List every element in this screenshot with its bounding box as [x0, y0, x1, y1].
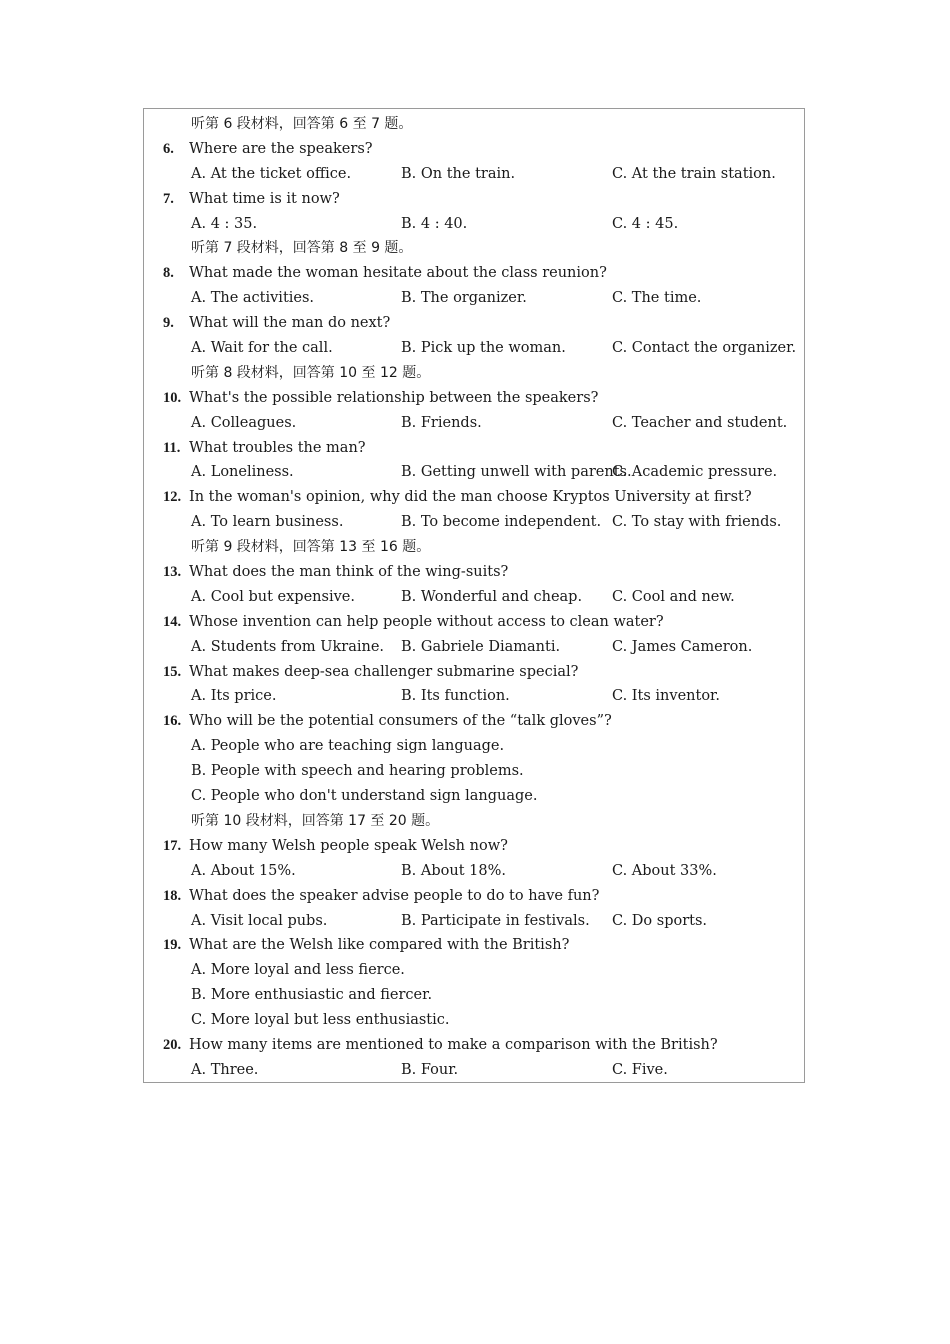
option-a: A. The activities. [191, 290, 315, 307]
option-b: B. To become independent. [401, 514, 602, 531]
question-stem [163, 137, 803, 162]
option-text: A. More loyal and less fierce. [191, 962, 405, 979]
question-stem [163, 311, 803, 336]
question-stem [163, 485, 803, 510]
option-text: B. People with speech and hearing problems. [191, 763, 524, 780]
question-text: Whose invention can help people without access to clean water? [189, 613, 664, 630]
option-b: B. Wonderful and cheap. [401, 588, 583, 605]
option-c: C. The time. [612, 290, 702, 307]
question-text: What does the man think of the wing-suits? [189, 564, 509, 581]
answer-options [163, 510, 803, 535]
option-a: A. Its price. [191, 688, 277, 705]
answer-options [163, 859, 803, 884]
answer-options [163, 585, 803, 610]
question-number: 13. [163, 564, 182, 581]
option-b: B. 4 : 40. [401, 215, 468, 232]
option-b: B. Its function. [401, 688, 510, 705]
question-number: 18. [163, 887, 182, 904]
option-b: B. Participate in festivals. [401, 912, 590, 929]
answer-options [163, 460, 803, 485]
question-number: 14. [163, 613, 182, 630]
option-a: A. Loneliness. [191, 464, 294, 481]
answer-options [163, 411, 803, 436]
answer-options [163, 1058, 803, 1083]
section-heading: 听第 7 段材料，回答第 8 至 9 题。 [191, 240, 413, 257]
question-text: How many items are mentioned to make a comparison with the British? [189, 1036, 718, 1053]
answer-options [163, 162, 803, 187]
option-b: B. Friends. [401, 414, 482, 431]
option-b: B. Gabriele Diamanti. [401, 638, 561, 655]
question-stem [163, 834, 803, 859]
question-stem [163, 436, 803, 461]
question-stem [163, 1033, 803, 1058]
option-a: A. 4 : 35. [191, 215, 258, 232]
question-text: What made the woman hesitate about the class reunion? [189, 265, 607, 282]
option-c: C. 4 : 45. [612, 215, 679, 232]
question-number: 7. [163, 190, 174, 207]
section-heading: 听第 9 段材料，回答第 13 至 16 题。 [191, 539, 431, 556]
answer-option-line [163, 983, 803, 1008]
question-stem [163, 386, 803, 411]
option-c: C. James Cameron. [612, 638, 753, 655]
answer-option-line [163, 958, 803, 983]
option-c: C. Contact the organizer. [612, 340, 797, 357]
option-a: A. Wait for the call. [191, 340, 333, 357]
question-stem [163, 660, 803, 685]
answer-options [163, 684, 803, 709]
question-text: Where are the speakers? [189, 140, 373, 157]
question-text: Who will be the potential consumers of the “talk gloves”? [189, 713, 612, 730]
option-b: B. Getting unwell with parents. [401, 464, 632, 481]
question-stem [163, 709, 803, 734]
option-c: C. About 33%. [612, 862, 717, 879]
answer-options [163, 212, 803, 237]
option-c: C. Academic pressure. [612, 464, 778, 481]
question-number: 11. [163, 439, 181, 456]
question-number: 17. [163, 837, 182, 854]
question-number: 12. [163, 489, 182, 506]
option-a: A. Three. [191, 1061, 259, 1078]
answer-option-line [163, 759, 803, 784]
option-a: A. At the ticket office. [191, 165, 352, 182]
question-stem [163, 261, 803, 286]
question-stem [163, 187, 803, 212]
section-heading: 听第 8 段材料，回答第 10 至 12 题。 [191, 364, 431, 381]
question-number: 6. [163, 140, 174, 157]
question-text: What's the possible relationship between the speakers? [189, 389, 599, 406]
answer-options [163, 336, 803, 361]
question-number: 20. [163, 1036, 182, 1053]
option-a: A. About 15%. [191, 862, 296, 879]
option-a: A. To learn business. [191, 514, 344, 531]
option-c: C. Teacher and student. [612, 414, 788, 431]
question-text: What troubles the man? [189, 439, 366, 456]
option-text: B. More enthusiastic and fiercer. [191, 987, 433, 1004]
answer-options [163, 909, 803, 934]
option-a: A. Students from Ukraine. [191, 638, 385, 655]
question-text: In the woman's opinion, why did the man choose Kryptos University at first? [189, 489, 752, 506]
option-b: B. On the train. [401, 165, 516, 182]
answer-option-line [163, 1008, 803, 1033]
answer-option-line [163, 734, 803, 759]
option-b: B. About 18%. [401, 862, 506, 879]
option-text: A. People who are teaching sign language. [191, 738, 505, 755]
option-text: C. People who don't understand sign language. [191, 788, 538, 805]
option-c: C. At the train station. [612, 165, 776, 182]
option-c: C. Five. [612, 1061, 668, 1078]
question-number: 10. [163, 389, 182, 406]
question-number: 9. [163, 315, 174, 332]
question-stem [163, 884, 803, 909]
answer-options [163, 635, 803, 660]
question-number: 8. [163, 265, 174, 282]
option-b: B. The organizer. [401, 290, 527, 307]
question-text: What time is it now? [189, 190, 340, 207]
option-a: A. Visit local pubs. [191, 912, 328, 929]
question-text: What will the man do next? [189, 315, 391, 332]
option-a: A. Colleagues. [191, 414, 297, 431]
question-text: What makes deep-sea challenger submarine special? [189, 663, 579, 680]
question-stem [163, 560, 803, 585]
question-stem [163, 610, 803, 635]
question-stem [163, 933, 803, 958]
answer-options [163, 286, 803, 311]
option-c: C. Do sports. [612, 912, 708, 929]
answer-option-line [163, 784, 803, 809]
option-b: B. Four. [401, 1061, 459, 1078]
exam-content [163, 112, 803, 1083]
option-text: C. More loyal but less enthusiastic. [191, 1012, 450, 1029]
question-number: 15. [163, 663, 182, 680]
question-number: 19. [163, 937, 182, 954]
question-text: How many Welsh people speak Welsh now? [189, 837, 508, 854]
option-a: A. Cool but expensive. [191, 588, 355, 605]
question-number: 16. [163, 713, 182, 730]
option-b: B. Pick up the woman. [401, 340, 566, 357]
section-heading: 听第 6 段材料，回答第 6 至 7 题。 [191, 116, 413, 132]
section-heading: 听第 10 段材料，回答第 17 至 20 题。 [191, 812, 440, 829]
question-text: What does the speaker advise people to do to have fun? [189, 887, 600, 904]
option-c: C. To stay with friends. [612, 514, 782, 531]
option-c: C. Its inventor. [612, 688, 720, 705]
question-text: What are the Welsh like compared with the British? [189, 937, 570, 954]
option-c: C. Cool and new. [612, 588, 735, 605]
